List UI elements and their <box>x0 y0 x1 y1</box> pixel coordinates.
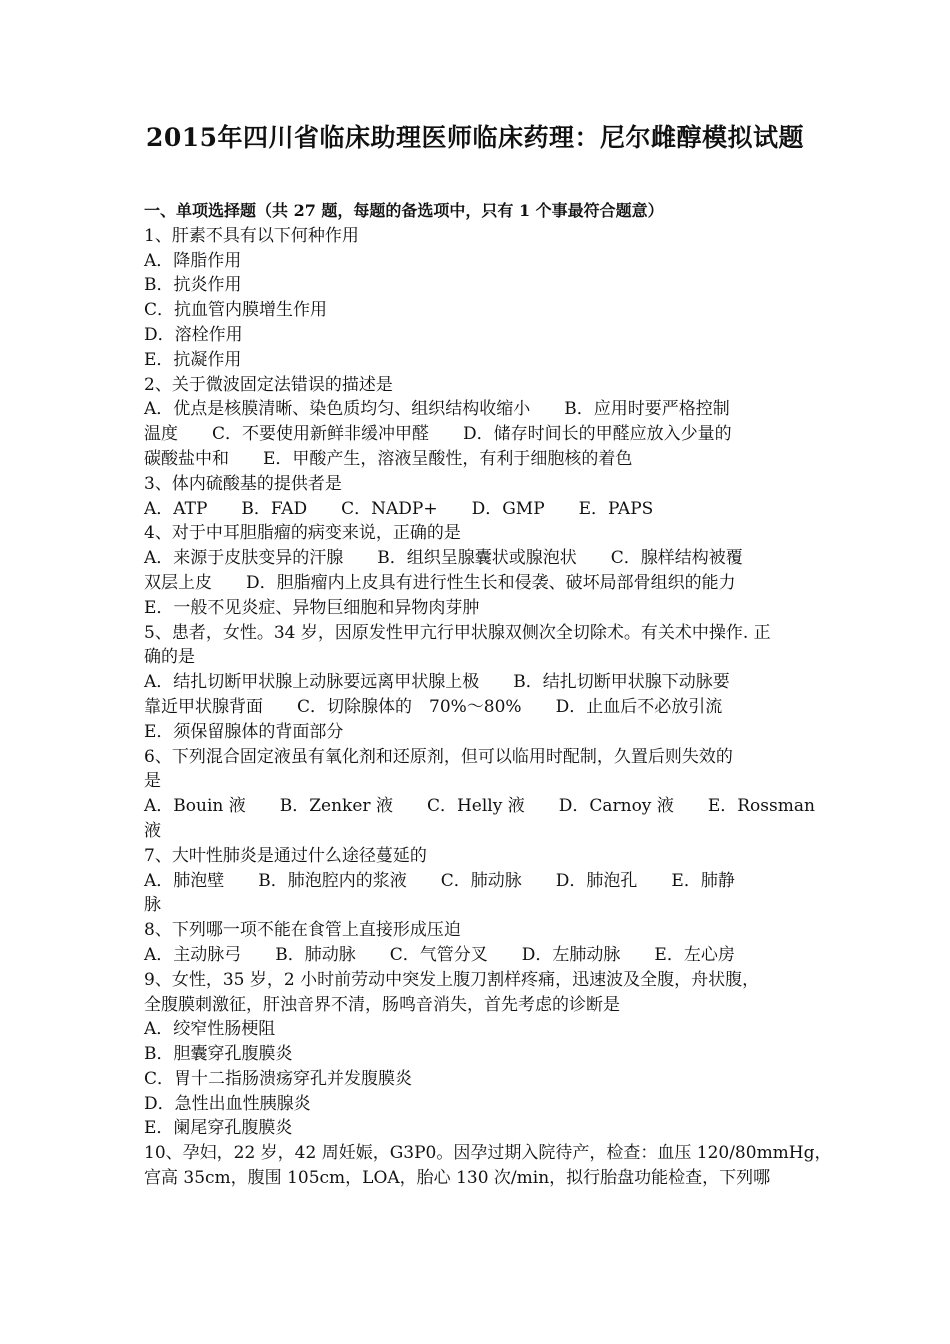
question-text: 7、大叶性肺炎是通过什么途径蔓延的 <box>144 845 427 866</box>
question-5 <box>144 621 808 745</box>
options-line: 液 <box>144 820 161 841</box>
question-text: 6、下列混合固定液虽有氧化剂和还原剂，但可以临用时配制，久置后则失效的 <box>144 746 733 767</box>
option-b: B．胆囊穿孔腹膜炎 <box>144 1044 293 1065</box>
question-text: 宫高 35cm，腹围 105cm，LOA，胎心 130 次/min，拟行胎盘功能检查，下列哪 <box>144 1168 771 1189</box>
option-e: E．抗凝作用 <box>144 349 242 370</box>
option-a: A．绞窄性肠梗阻 <box>144 1019 276 1040</box>
question-8 <box>144 918 808 968</box>
question-text: 4、对于中耳胆脂瘤的病变来说，正确的是 <box>144 523 461 544</box>
options-line: 靠近甲状腺背面 C．切除腺体的 70%～80% D．止血后不必放引流 <box>144 696 723 717</box>
question-7 <box>144 844 808 918</box>
options-line: A．ATP B．FAD C．NADP+ D．GMP E．PAPS <box>144 498 654 519</box>
options-line: A．结扎切断甲状腺上动脉要远离甲状腺上极 B．结扎切断甲状腺下动脉要 <box>144 672 730 693</box>
question-text: 5、患者，女性。34 岁，因原发性甲亢行甲状腺双侧次全切除术。有关术中操作. 正 <box>144 622 771 643</box>
question-text: 是 <box>144 771 161 792</box>
question-text: 3、体内硫酸基的提供者是 <box>144 473 342 494</box>
question-3 <box>144 472 808 522</box>
question-6 <box>144 745 815 844</box>
question-9 <box>144 968 808 1142</box>
question-2 <box>144 373 808 472</box>
options-line: 温度 C．不要使用新鲜非缓冲甲醛 D．储存时间长的甲醛应放入少量的 <box>144 424 732 445</box>
document-title: 2015年四川省临床助理医师临床药理：尼尔雌醇模拟试题 <box>145 123 805 152</box>
option-c: C．抗血管内膜增生作用 <box>144 300 328 321</box>
option-a: A．降脂作用 <box>144 250 242 271</box>
options-line: 碳酸盐中和 E．甲酸产生，溶液呈酸性，有利于细胞核的着色 <box>144 448 633 469</box>
question-text: 2、关于微波固定法错误的描述是 <box>144 374 393 395</box>
option-c: C．胃十二指肠溃疡穿孔并发腹膜炎 <box>144 1068 413 1089</box>
option-d: D．溶栓作用 <box>144 324 243 345</box>
options-line: A．主动脉弓 B．肺动脉 C．气管分叉 D．左肺动脉 E．左心房 <box>144 944 735 965</box>
options-line: A．来源于皮肤变异的汗腺 B．组织呈腺囊状或腺泡状 C．腺样结构被覆 <box>144 548 743 569</box>
question-text: 全腹膜刺激征，肝浊音界不清，肠鸣音消失，首先考虑的诊断是 <box>144 994 620 1015</box>
question-10 <box>144 1141 832 1191</box>
section-heading: 一、单项选择题（共 27 题，每题的备选项中，只有 1 个事最符合题意） <box>144 201 664 220</box>
options-line: A．肺泡壁 B．肺泡腔内的浆液 C．肺动脉 D．肺泡孔 E．肺静 <box>144 870 735 891</box>
question-text: 9、女性，35 岁，2 小时前劳动中突发上腹刀割样疼痛，迅速波及全腹，舟状腹， <box>144 969 760 990</box>
options-line: 脉 <box>144 895 161 916</box>
options-line: E．一般不见炎症、异物巨细胞和异物肉芽肿 <box>144 597 480 618</box>
question-text: 8、下列哪一项不能在食管上直接形成压迫 <box>144 920 461 941</box>
options-line: E．须保留腺体的背面部分 <box>144 721 344 742</box>
option-e: E．阑尾穿孔腹膜炎 <box>144 1118 293 1139</box>
options-line: A．Bouin 液 B．Zenker 液 C．Helly 液 D．Carnoy 液 E．Rossman <box>144 796 815 817</box>
question-text: 10、孕妇，22 岁，42 周妊娠，G3P0。因孕过期入院待产，检查：血压 120/80mmHg， <box>144 1143 832 1164</box>
question-text: 1、肝素不具有以下何种作用 <box>144 225 359 246</box>
options-line: 双层上皮 D．胆脂瘤内上皮具有进行性生长和侵袭、破坏局部骨组织的能力 <box>144 572 736 593</box>
option-d: D．急性出血性胰腺炎 <box>144 1093 311 1114</box>
option-b: B．抗炎作用 <box>144 275 242 296</box>
question-4 <box>144 521 808 620</box>
document-body <box>144 199 832 1191</box>
question-1 <box>144 224 808 373</box>
question-text: 确的是 <box>144 647 195 668</box>
options-line: A．优点是核膜清晰、染色质均匀、组织结构收缩小 B．应用时要严格控制 <box>144 399 730 420</box>
